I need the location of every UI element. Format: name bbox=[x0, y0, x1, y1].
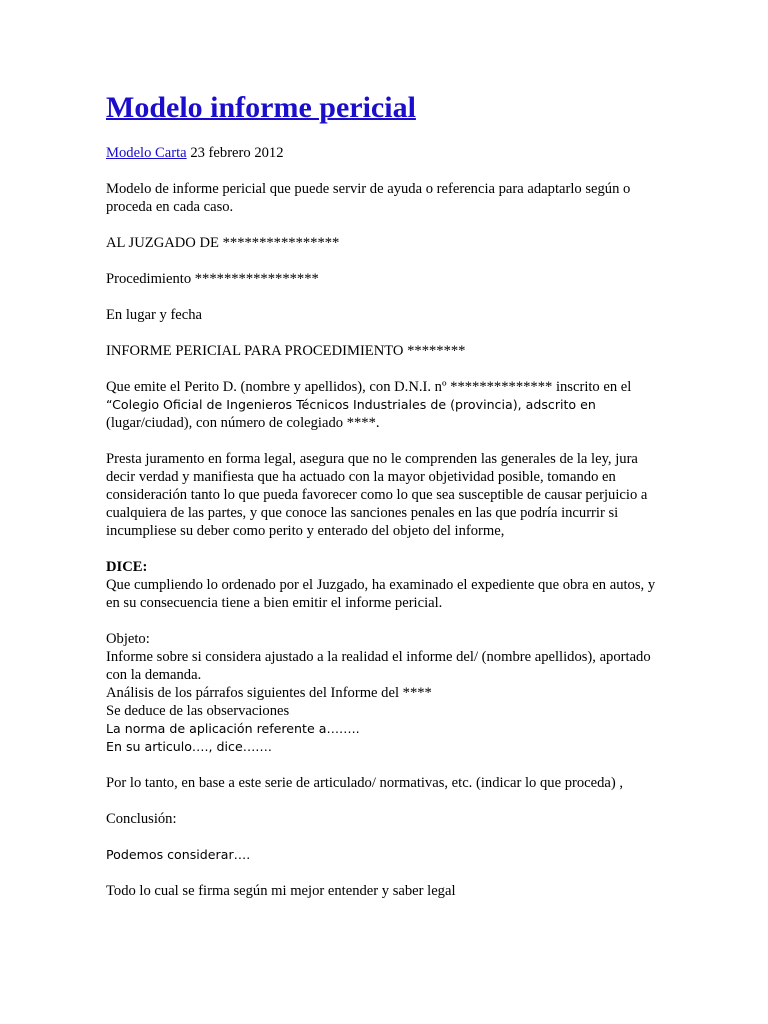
conclusion-label: Conclusión: bbox=[106, 811, 177, 827]
perito-text-2: “Colegio Oficial de Ingenieros Técnicos Industriales de (provincia), adscrito en bbox=[106, 397, 596, 412]
objeto-line-3: Se deduce de las observaciones bbox=[106, 703, 290, 719]
intro-paragraph: Modelo de informe pericial que puede servir de ayuda o referencia para adaptarlo según o proceda en cada caso. bbox=[106, 181, 631, 215]
category-link[interactable]: Modelo Carta bbox=[106, 145, 187, 161]
dice-label: DICE: bbox=[106, 559, 148, 575]
lugar-fecha-line: En lugar y fecha bbox=[106, 307, 203, 323]
objeto-line-1: Informe sobre si considera ajustado a la realidad el informe del/ (nombre apellidos), aportado con la demanda. bbox=[106, 649, 651, 683]
por-lo-tanto-line: Por lo tanto, en base a este serie de articulado/ normativas, etc. (indicar lo que proceda) , bbox=[106, 775, 624, 791]
objeto-line-2: Análisis de los párrafos siguientes del Informe del **** bbox=[106, 685, 432, 701]
article bbox=[106, 88, 666, 918]
dice-paragraph bbox=[106, 558, 666, 612]
firma-line: Todo lo cual se firma según mi mejor entender y saber legal bbox=[106, 883, 456, 899]
perito-text-1: Que emite el Perito D. (nombre y apellidos), con D.N.I. nº ************** inscrito en el bbox=[106, 379, 632, 395]
title-link[interactable]: Modelo informe pericial bbox=[106, 91, 416, 124]
perito-text-3: (lugar/ciudad), con número de colegiado ****. bbox=[106, 415, 380, 431]
procedimiento-line: Procedimiento ***************** bbox=[106, 271, 319, 287]
juzgado-line: AL JUZGADO DE **************** bbox=[106, 235, 340, 251]
page-title bbox=[106, 88, 666, 128]
perito-paragraph bbox=[106, 378, 666, 432]
informe-heading: INFORME PERICIAL PARA PROCEDIMIENTO ******** bbox=[106, 343, 466, 359]
post-date: 23 febrero 2012 bbox=[190, 145, 284, 161]
objeto-line-5: En su articulo…., dice……. bbox=[106, 739, 272, 754]
dice-text: Que cumpliendo lo ordenado por el Juzgado, ha examinado el expediente que obra en autos, y en su consecuencia tiene a bien emitir el informe pericial. bbox=[106, 577, 656, 611]
objeto-line-4: La norma de aplicación referente a…….. bbox=[106, 721, 360, 736]
juramento-paragraph: Presta juramento en forma legal, asegura que no le comprenden las generales de la ley, jura decir verdad y manifiesta que ha actuado con la mayor objetividad posible, tomando en consideración tanto lo que pueda favorecer como lo que sea susceptible de causar perjuicio a cualquiera de las partes, y que conoce las sanciones penales en las que podría incurrir si incumpliese su deber como perito y enterado del objeto del informe, bbox=[106, 451, 648, 539]
objeto-label: Objeto: bbox=[106, 631, 150, 647]
post-meta bbox=[106, 144, 666, 162]
objeto-paragraph bbox=[106, 630, 666, 756]
podemos-line: Podemos considerar…. bbox=[106, 847, 251, 862]
